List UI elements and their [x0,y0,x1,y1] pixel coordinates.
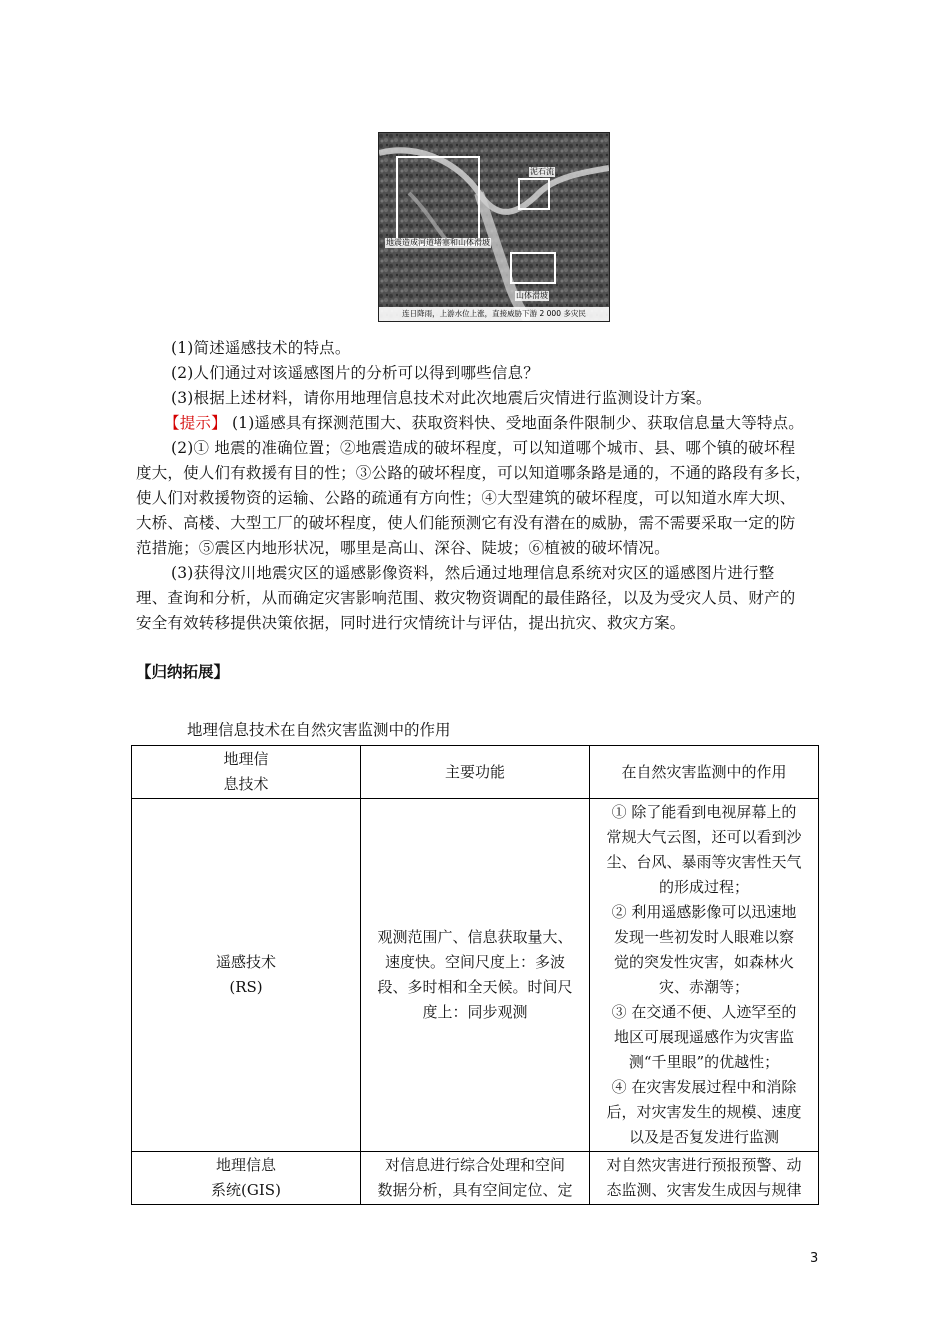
table-row-gis [132,1152,819,1205]
section-heading: 【归纳拓展】 [136,663,230,681]
tip-line-1 [164,411,804,436]
page-number: 3 [810,1251,819,1266]
label-river-blockage: 地震造成河道堵塞和山体滑坡 [386,238,490,247]
tip-line-8: 理、查询和分析，从而确定灾害影响范围、救灾物资调配的最佳路径，以及为受灾人员、财产的 [136,589,796,607]
cell-rs-name [132,799,361,1152]
rs-name-line1: 遥感技术 [215,953,276,971]
question-2: (2)人们通过对该遥感图片的分析可以得到哪些信息？ [171,364,539,382]
satellite-image [378,132,610,322]
rs-function-line: 度上：同步观测 [422,1003,528,1021]
gis-role-line: 态监测、灾害发生成因与规律 [606,1181,802,1199]
rs-role-line: 后，对灾害发生的规模、速度 [606,1103,802,1121]
cell-gis-role [590,1152,819,1205]
rs-role-line: ② 利用遥感影像可以迅速地 [611,903,797,921]
summary-table [131,745,819,1205]
rs-function-line: 速度快。空间尺度上：多波 [384,953,565,971]
cell-rs-role [590,799,819,1152]
cell-rs-function [361,799,590,1152]
rs-role-line: ③ 在交通不便、人迹罕至的 [611,1003,797,1021]
rs-name-line2: (RS) [229,978,263,996]
gis-name-line1: 地理信息 [215,1156,276,1174]
rs-role-line: 常规大气云图，还可以看到沙 [606,828,802,846]
rs-function-line: 段、多时相和全天候。时间尺 [377,978,573,996]
header-function: 主要功能 [361,746,590,799]
rs-function-line: 观测范围广、信息获取量大、 [377,928,573,946]
gis-function-line: 对信息进行综合处理和空间 [384,1156,565,1174]
header-technology-line2: 息技术 [223,775,269,793]
question-1: (1)简述遥感技术的特点。 [171,339,351,357]
gis-name-line2: 系统(GIS) [211,1181,281,1199]
rs-role-line: ④ 在灾害发展过程中和消除 [611,1078,797,1096]
rs-role-line: 灾、赤潮等； [658,978,749,996]
rs-role-line: 发现一些初发时人眼难以察 [613,928,794,946]
header-technology [132,746,361,799]
rs-role-line: 的形成过程； [658,878,749,896]
tip-text-1: (1)遥感具有探测范围大、获取资料快、受地面条件限制少、获取信息量大等特点。 [226,414,804,432]
table-title: 地理信息技术在自然灾害监测中的作用 [187,721,451,739]
rs-role-line: 尘、台风、暴雨等灾害性天气 [606,853,802,871]
label-landslide: 山体滑坡 [516,291,548,300]
tip-line-9: 安全有效转移提供决策依据，同时进行灾情统计与评估，提出抗灾、救灾方案。 [136,614,686,632]
image-caption: 连日降雨，上游水位上涨，直接威胁下游 2 000 多灾民 [379,307,609,321]
header-technology-line1: 地理信 [223,750,269,768]
label-debris-flow: 泥石流 [530,167,554,176]
gis-role-line: 对自然灾害进行预报预警、动 [606,1156,802,1174]
tip-line-3: 度大，使人们有救援有目的性；③公路的破坏程度，可以知道哪条路是通的，不通的路段有多长， [136,464,812,482]
rs-role-line: 以及是否复发进行监测 [628,1128,779,1146]
table-row-rs [132,799,819,1152]
satellite-terrain-graphic [379,133,609,321]
rs-role-line: 测“千里眼”的优越性； [628,1053,780,1071]
header-role: 在自然灾害监测中的作用 [590,746,819,799]
tip-line-4: 使人们对救援物资的运输、公路的疏通有方向性；④大型建筑的破坏程度，可以知道水库大坝、 [136,489,796,507]
rs-role-line: ① 除了能看到电视屏幕上的 [611,803,797,821]
tip-label: 【提示】 [164,414,227,432]
rs-role-line: 地区可展现遥感作为灾害监 [613,1028,794,1046]
gis-function-line: 数据分析，具有空间定位、定 [377,1181,573,1199]
rs-role-line: 觉的突发性灾害，如森林火 [613,953,794,971]
question-3: (3)根据上述材料，请你用地理信息技术对此次地震后灾情进行监测设计方案。 [171,389,712,407]
cell-gis-function [361,1152,590,1205]
cell-gis-name [132,1152,361,1205]
tip-line-6: 范措施；⑤震区内地形状况，哪里是高山、深谷、陡坡；⑥植被的破坏情况。 [136,539,670,557]
table-header-row [132,746,819,799]
tip-line-5: 大桥、高楼、大型工厂的破坏程度，使人们能预测它有没有潜在的威胁，需不需要采取一定的防 [136,514,796,532]
tip-line-2: (2)① 地震的准确位置；②地震造成的破坏程度，可以知道哪个城市、县、哪个镇的破坏程 [171,439,796,457]
tip-line-7: (3)获得汶川地震灾区的遥感影像资料，然后通过地理信息系统对灾区的遥感图片进行整 [171,564,775,582]
